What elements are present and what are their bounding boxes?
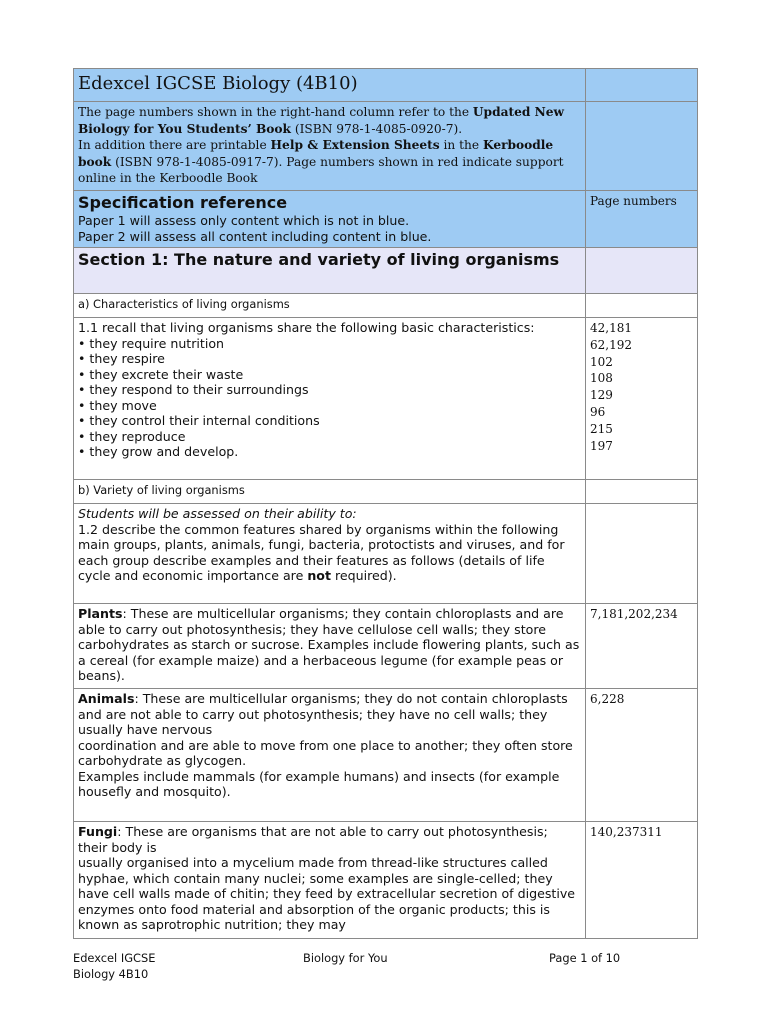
item-1-1-bullet: • they respire: [78, 351, 165, 366]
animals-cell: Animals: These are multicellular organisms; they do not contain chloroplasts and are not able to carry out photosynthesis; they have no cell walls; they usually have nervous coordination and are able to move from one place to another; they often store carbohydrate as glycogen. Examples include mammals (for example humans) and insects (for example housefly and mosquito).: [74, 689, 586, 822]
spec-reference-cell: [74, 191, 586, 248]
title-row: [74, 69, 698, 102]
plants-cell: Plants: These are multicellular organisms; they contain chloroplasts and are able to carry out photosynthesis; they have cellulose cell walls; they store carbohydrates as starch or sucrose. Examples include flowering plants, such as a cereal (for example maize) and a herbaceous legume (for example peas or beans).: [74, 604, 586, 689]
item-1-1-bullet: • they excrete their waste: [78, 366, 244, 382]
page-ref: 197: [590, 438, 613, 453]
paper1-note: Paper 1 will assess only content which is not in blue.: [78, 213, 410, 228]
item-1-1-bullet: • they require nutrition: [78, 335, 225, 351]
item-1-1-pages: [586, 318, 698, 480]
item-1-1-bullet: • they control their internal conditions: [78, 413, 320, 428]
page-ref: 96: [590, 404, 606, 419]
page-numbers-header: Page numbers: [586, 191, 698, 248]
page-ref: 215: [590, 421, 613, 436]
footer-center: Biology for You: [303, 951, 388, 965]
item-1-2-text: 1.2 describe the common features shared by organisms within the following main groups, plants, animals, fungi, bacteria, protoctists and viruses, and for each group describe examples and their features as follows (details of life cycle and economic importance are not required).: [78, 521, 565, 583]
spec-reference-row: [74, 191, 698, 248]
subheading-b-row: [74, 480, 698, 504]
subheading-b-page-cell: [586, 480, 698, 504]
item-1-1-bullet: • they respond to their surroundings: [78, 382, 309, 397]
page-ref: 108: [590, 371, 613, 386]
fungi-label: Fungi: [78, 824, 118, 839]
item-1-1-bullet: • they grow and develop.: [78, 444, 239, 459]
subheading-b: b) Variety of living organisms: [74, 480, 586, 504]
item-1-1-row: [74, 318, 698, 480]
page-ref: 62,192: [590, 337, 632, 352]
title-row-page-cell: [586, 69, 698, 102]
intro-row: [74, 102, 698, 191]
section1-heading: Section 1: The nature and variety of living organisms: [74, 248, 586, 294]
assessment-intro: Students will be assessed on their ability to:: [78, 506, 357, 521]
specification-table: [73, 68, 698, 939]
subheading-a-row: [74, 294, 698, 318]
intro-row-page-cell: [586, 102, 698, 191]
page-ref: 129: [590, 388, 613, 403]
animals-row: [74, 689, 698, 822]
fungi-cell: Fungi: These are organisms that are not able to carry out photosynthesis; their body is usually organised into a mycelium made from thread-like structures called hyphae, which contain many nuclei; some examples are single-celled; they have cell walls made of chitin; they feed by extracellular secretion of digestive enzymes onto food material and absorption of the organic products; this is known as saprotrophic nutrition; they may: [74, 822, 586, 939]
page-ref: 102: [590, 354, 613, 369]
fungi-row: [74, 822, 698, 939]
section1-heading-page-cell: [586, 248, 698, 294]
plants-pages: 7,181,202,234: [586, 604, 698, 689]
item-1-2-row: [74, 504, 698, 604]
section1-heading-row: [74, 248, 698, 294]
subheading-a: a) Characteristics of living organisms: [74, 294, 586, 318]
page-ref: 42,181: [590, 321, 632, 335]
animals-pages: 6,228: [586, 689, 698, 822]
item-1-1-bullet: • they reproduce: [78, 428, 186, 444]
item-1-1-cell: [74, 318, 586, 480]
document-title: Edexcel IGCSE Biology (4B10): [74, 69, 586, 102]
item-1-2-page-cell: [586, 504, 698, 604]
item-1-2-cell: [74, 504, 586, 604]
footer-page-number: Page 1 of 10: [549, 951, 621, 965]
animals-label: Animals: [78, 691, 135, 706]
subheading-a-page-cell: [586, 294, 698, 318]
intro-text: The page numbers shown in the right-hand column refer to the Updated New Biology for You Students’ Book (ISBN 978-1-4085-0920-7). In addition there are printable Help & Extension Sheets in the Kerboodle book (ISBN 978-1-4085-0917-7). Page numbers shown in red indicate support online in the Kerboodle Book: [74, 102, 586, 191]
footer-left: Edexcel IGCSE Biology 4B10: [73, 951, 156, 981]
paper2-note: Paper 2 will assess all content including content in blue.: [78, 228, 432, 244]
fungi-pages: 140,237311: [586, 822, 698, 939]
item-1-1-bullet: • they move: [78, 397, 157, 413]
plants-label: Plants: [78, 606, 123, 621]
spec-reference-heading: Specification reference: [78, 193, 288, 212]
item-1-1-intro: 1.1 recall that living organisms share the following basic characteristics:: [78, 320, 535, 335]
plants-row: [74, 604, 698, 689]
